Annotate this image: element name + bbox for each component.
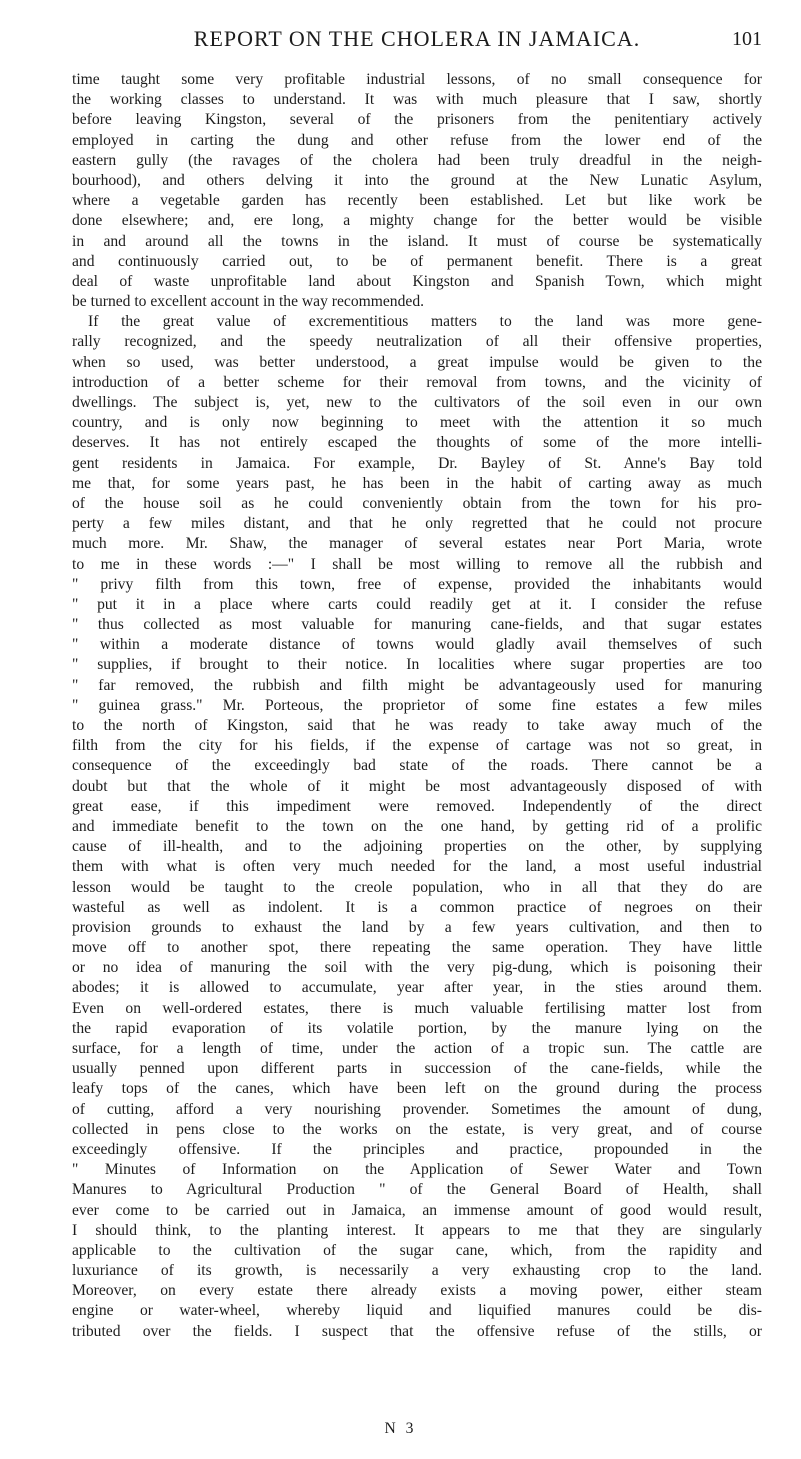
text-line: of the house soil as he could conveniently obtain from the town for his pro- <box>72 494 762 512</box>
text-line: surface, for a length of time, under the action of a tropic sun. The cattle are <box>72 1040 762 1057</box>
text-line: deal of waste unprofitable land about Kingston and Spanish Town, which might <box>72 272 762 290</box>
text-line: in and around all the towns in the island. It must of course be systematically <box>72 232 762 250</box>
signature-mark: N 3 <box>384 1420 417 1437</box>
text-line: " put it in a place where carts could readily get at it. I consider the refuse <box>72 595 762 613</box>
text-line: where a vegetable garden has recently been established. Let but like work be <box>72 192 762 210</box>
text-line: consequence of the exceedingly bad state of the roads. There cannot be a <box>72 757 762 775</box>
text-line: abodes; it is allowed to accumulate, year after year, in the sties around them. <box>72 979 762 997</box>
text-line: Even on well-ordered estates, there is much valuable fertilising matter lost from <box>72 999 762 1017</box>
text-line: ever come to be carried out in Jamaica, an immense amount of good would result, <box>72 1201 762 1219</box>
text-line: to me in these words :—" I shall be most willing to remove all the rubbish and <box>72 555 762 573</box>
text-line: leafy tops of the canes, which have been left on the ground during the process <box>72 1080 762 1098</box>
text-line: me that, for some years past, he has been in the habit of carting away as much <box>72 474 762 492</box>
text-line: wasteful as well as indolent. It is a common practice of negroes on their <box>72 898 762 916</box>
text-line: the working classes to understand. It was with much pleasure that I saw, shortly <box>72 91 762 109</box>
text-line: collected in pens close to the works on the estate, is very great, and of course <box>72 1120 762 1138</box>
text-line: dwellings. The subject is, yet, new to the cultivators of the soil even in our own <box>72 394 762 411</box>
text-line: exceedingly offensive. If the principles and practice, propounded in the <box>72 1140 762 1158</box>
text-line: introduction of a better scheme for their removal from towns, and the vicinity of <box>72 373 762 391</box>
text-line: " supplies, if brought to their notice. In localities where sugar properties are too <box>72 656 762 674</box>
text-line: when so used, was better understood, a great impulse would be given to the <box>72 353 762 371</box>
text-line: usually penned upon different parts in succession of the cane-fields, while the <box>72 1060 762 1078</box>
text-line: gent residents in Jamaica. For example, Dr. Bayley of St. Anne's Bay told <box>72 454 762 472</box>
text-line: tributed over the fields. I suspect that the offensive refuse of the stills, or <box>72 1322 762 1340</box>
text-line: of cutting, afford a very nourishing provender. Sometimes the amount of dung, <box>72 1100 762 1118</box>
text-line: to the north of Kingston, said that he was ready to take away much of the <box>72 717 762 734</box>
text-line: much more. Mr. Shaw, the manager of several estates near Port Maria, wrote <box>72 535 762 553</box>
page-number: 101 <box>732 28 762 50</box>
text-line: the rapid evaporation of its volatile portion, by the manure lying on the <box>72 1019 762 1037</box>
text-line: " thus collected as most valuable for manuring cane-fields, and that sugar estates <box>72 616 762 634</box>
text-line: rally recognized, and the speedy neutralization of all their offensive properties, <box>72 333 762 351</box>
text-line: engine or water-wheel, whereby liquid and liquified manures could be dis- <box>72 1302 762 1320</box>
text-line: bourhood), and others delving it into the ground at the New Lunatic Asylum, <box>72 171 762 189</box>
running-head <box>72 22 762 56</box>
text-line: If the great value of excrementitious matters to the land was more gene- <box>88 313 762 331</box>
text-line: before leaving Kingston, several of the prisoners from the penitentiary actively <box>72 111 762 129</box>
text-line: Manures to Agricultural Production " of the General Board of Health, shall <box>72 1181 762 1199</box>
text-line: " within a moderate distance of towns would gladly avail themselves of such <box>72 636 762 654</box>
text-line: them with what is often very much needed for the land, a most useful industrial <box>72 858 762 876</box>
text-line: " Minutes of Information on the Application of Sewer Water and Town <box>72 1161 762 1179</box>
text-line: and immediate benefit to the town on the one hand, by getting rid of a prolific <box>72 817 762 835</box>
text-line: perty a few miles distant, and that he only regretted that he could not procure <box>72 515 762 533</box>
text-line: great ease, if this impediment were removed. Independently of the direct <box>72 797 762 815</box>
text-line: lesson would be taught to the creole population, who in all that they do are <box>72 878 762 896</box>
text-line: move off to another spot, there repeating the same operation. They have little <box>72 939 762 957</box>
text-line: deserves. It has not entirely escaped the thoughts of some of the more intelli- <box>72 434 762 452</box>
text-line: " guinea grass." Mr. Porteous, the proprietor of some fine estates a few miles <box>72 696 762 714</box>
text-line: country, and is only now beginning to meet with the attention it so much <box>72 414 762 432</box>
text-line: filth from the city for his fields, if the expense of cartage was not so great, in <box>72 737 762 755</box>
text-line: I should think, to the planting interest. It appears to me that they are singularly <box>72 1221 762 1239</box>
text-line: cause of ill-health, and to the adjoining properties on the other, by supplying <box>72 838 762 856</box>
text-line: be turned to excellent account in the way recommended. <box>72 293 425 311</box>
text-line: time taught some very profitable industrial lessons, of no small consequence for <box>72 71 762 88</box>
text-line: " far removed, the rubbish and filth might be advantageously used for manuring <box>72 676 762 694</box>
text-line: employed in carting the dung and other refuse from the lower end of the <box>72 131 762 149</box>
text-line: provision grounds to exhaust the land by a few years cultivation, and then to <box>72 918 762 936</box>
text-line: Moreover, on every estate there already exists a moving power, either steam <box>72 1282 762 1300</box>
text-line: doubt but that the whole of it might be most advantageously disposed of with <box>72 777 762 795</box>
text-line: " privy filth from this town, free of expense, provided the inhabitants would <box>72 575 762 593</box>
text-line: or no idea of manuring the soil with the very pig-dung, which is poisoning their <box>72 959 762 977</box>
text-line: done elsewhere; and, ere long, a mighty change for the better would be visible <box>72 212 762 230</box>
page-title: REPORT ON THE CHOLERA IN JAMAICA. <box>193 26 641 51</box>
body-text <box>72 70 762 1342</box>
text-line: and continuously carried out, to be of permanent benefit. There is a great <box>72 252 762 270</box>
text-line: eastern gully (the ravages of the cholera had been truly dreadful in the neigh- <box>72 151 762 169</box>
text-line: applicable to the cultivation of the sugar cane, which, from the rapidity and <box>72 1241 762 1259</box>
text-line: luxuriance of its growth, is necessarily a very exhausting crop to the land. <box>72 1262 762 1280</box>
